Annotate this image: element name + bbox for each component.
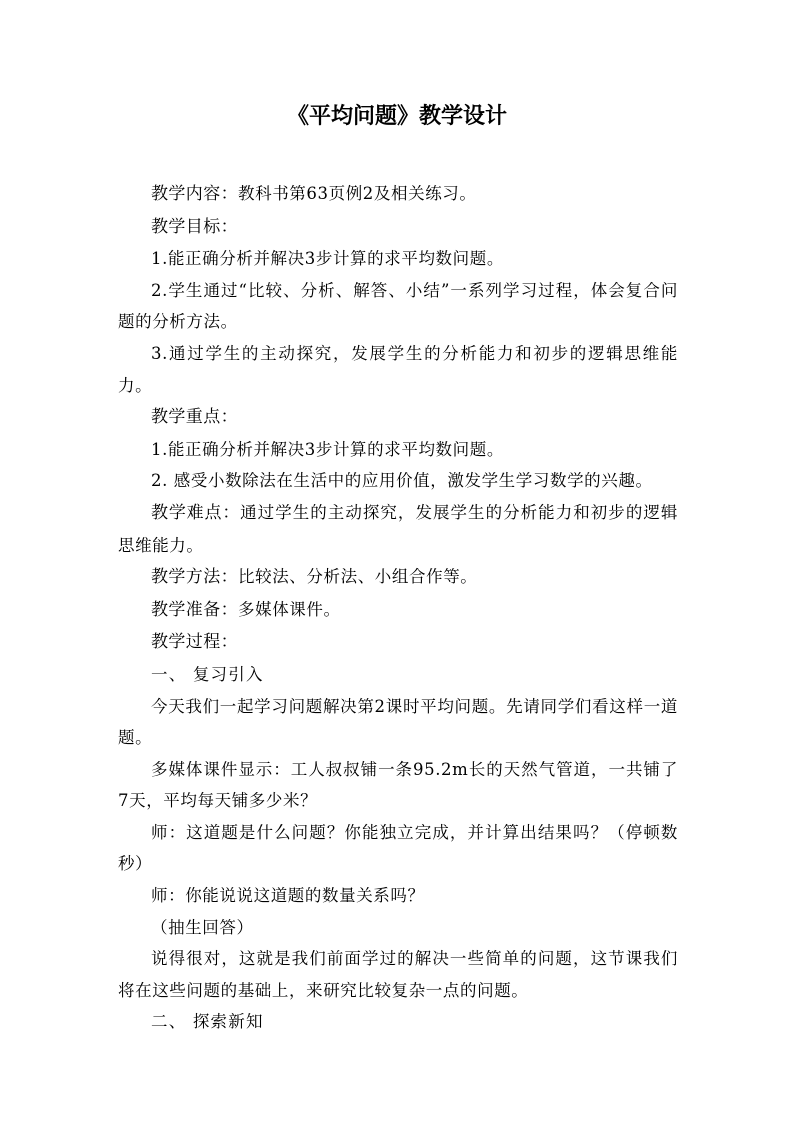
- methods-label: 教学方法：: [151, 567, 238, 588]
- key-points-heading: [118, 401, 678, 434]
- teaching-content-label: 教学内容：: [151, 184, 238, 204]
- methods-text: 比较法、分析法、小组合作等。: [238, 567, 478, 587]
- objective-item: 1.能正确分析并解决3步计算的求平均数问题。: [151, 249, 504, 269]
- teaching-content-text: 教科书第63页例2及相关练习。: [238, 184, 477, 203]
- objectives-label: 教学目标：: [151, 216, 238, 237]
- preparation-text: 多媒体课件。: [238, 599, 341, 619]
- process-paragraph: 多媒体课件显示：工人叔叔铺一条95.2m长的天然气管道，一共铺了7天，平均每天铺多少米？: [118, 759, 678, 811]
- objectives-heading: [118, 211, 678, 244]
- teaching-methods: [118, 561, 678, 594]
- section-heading-explore: 二、 探索新知: [151, 1012, 264, 1032]
- process-paragraph: 师：这道题是什么问题？你能独立完成，并计算出结果吗？（停顿数秒）: [118, 822, 678, 874]
- document-body: [118, 178, 678, 1038]
- process-paragraph: （抽生回答）: [151, 917, 254, 937]
- key-point-item: 1.能正确分析并解决3步计算的求平均数问题。: [151, 439, 504, 459]
- preparation-label: 教学准备：: [151, 599, 238, 620]
- key-point-item: 2. 感受小数除法在生活中的应用价值，激发学生学习数学的兴趣。: [151, 471, 653, 491]
- difficulty-label: 教学难点：: [151, 502, 241, 523]
- objective-item: 3.通过学生的主动探究，发展学生的分析能力和初步的逻辑思维能力。: [118, 343, 678, 395]
- key-points-label: 教学重点：: [151, 407, 238, 428]
- process-heading: [118, 626, 678, 659]
- process-paragraph: 师：你能说说这道题的数量关系吗？: [151, 886, 425, 906]
- document-title: 《平均问题》教学设计: [286, 104, 507, 129]
- process-label: 教学过程：: [151, 632, 238, 653]
- teaching-difficulty: [118, 497, 678, 561]
- objective-item: 2.学生通过“比较、分析、解答、小结”一系列学习过程，体会复合问题的分析方法。: [118, 280, 678, 332]
- teaching-content: [118, 178, 678, 211]
- process-paragraph: 说得很对，这就是我们前面学过的解决一些简单的问题，这节课我们将在这些问题的基础上，来研究比较复杂一点的问题。: [118, 949, 678, 1000]
- section-heading-review: 一、 复习引入: [151, 664, 264, 684]
- difficulty-text: 通过学生的主动探究，发展学生的分析能力和初步的逻辑思维能力。: [118, 502, 679, 555]
- teaching-preparation: [118, 594, 678, 627]
- process-paragraph: 今天我们一起学习问题解决第2课时平均问题。先请同学们看这样一道题。: [118, 696, 678, 748]
